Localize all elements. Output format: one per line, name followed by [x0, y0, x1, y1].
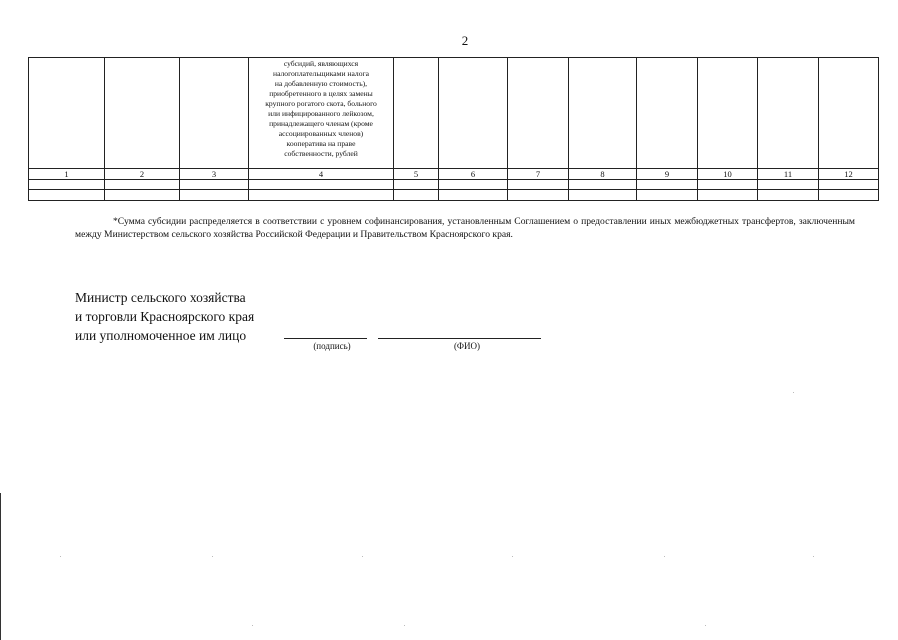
header-cell-9 [637, 58, 698, 169]
table-cell [180, 190, 249, 201]
scan-speck [212, 556, 213, 557]
header-cell-4 [249, 58, 394, 169]
scan-speck [793, 392, 794, 393]
header-line: ассоциированных членов) [278, 129, 364, 138]
column-number: 8 [569, 169, 637, 180]
header-line: приобретенного в целях замены [269, 89, 373, 98]
table-cell [637, 190, 698, 201]
table-cell [394, 180, 439, 190]
column-number: 2 [105, 169, 180, 180]
column-number: 4 [249, 169, 394, 180]
table-cell [758, 180, 819, 190]
table-cell [29, 180, 105, 190]
header-cell-8 [569, 58, 637, 169]
scan-speck [705, 625, 706, 626]
header-line: или инфицированного лейкозом, [268, 109, 374, 118]
footnote: *Сумма субсидии распределяется в соответствии с уровнем софинансирования, установленным Соглашением о предоставлении иных межбюджетных трансфертов, заключенным между Министерством сельского хозяйства Российской Федерации и Правительством Красноярского края. [75, 216, 855, 240]
data-table [28, 57, 879, 201]
column-number: 10 [698, 169, 758, 180]
table-cell [637, 180, 698, 190]
table-cell [180, 180, 249, 190]
signature-title-line: или уполномоченное им лицо [75, 328, 247, 343]
signature-title-line: и торговли Красноярского края [75, 309, 255, 324]
table-header-row [29, 58, 879, 169]
header-cell-11 [758, 58, 819, 169]
table-cell [105, 190, 180, 201]
header-line: на добавленную стоимость), [274, 79, 368, 88]
column-number: 12 [819, 169, 879, 180]
table-cell [439, 190, 508, 201]
column-number: 3 [180, 169, 249, 180]
name-line [378, 338, 541, 339]
table-cell [439, 180, 508, 190]
header-line: крупного рогатого скота, больного [265, 99, 377, 108]
table-cell [758, 190, 819, 201]
table-row [29, 180, 879, 190]
table-cell [105, 180, 180, 190]
table-cell [394, 190, 439, 201]
signature-line [284, 338, 367, 339]
header-cell-5 [394, 58, 439, 169]
column-number: 11 [758, 169, 819, 180]
column-number: 1 [29, 169, 105, 180]
table-row [29, 190, 879, 201]
scan-edge [0, 493, 1, 640]
table-cell [508, 190, 569, 201]
header-cell-12 [819, 58, 879, 169]
column-number: 9 [637, 169, 698, 180]
table-cell [698, 180, 758, 190]
table-cell [508, 180, 569, 190]
signature-block [75, 288, 254, 345]
scan-speck [252, 625, 253, 626]
header-cell-3 [180, 58, 249, 169]
table-cell [569, 190, 637, 201]
header-cell-10 [698, 58, 758, 169]
table-cell [569, 180, 637, 190]
header-cell-1 [29, 58, 105, 169]
table-cell [819, 180, 879, 190]
header-line: субсидий, являющихся [283, 59, 359, 68]
header-line: налогоплательщиками налога [273, 69, 369, 78]
table-cell [249, 190, 394, 201]
scan-speck [60, 556, 61, 557]
table-cell [698, 190, 758, 201]
header-line: принадлежащего членам (кроме [269, 119, 373, 128]
signature-title-line: Министр сельского хозяйства [75, 290, 246, 305]
column-number: 6 [439, 169, 508, 180]
scan-speck [664, 556, 665, 557]
table-cell [249, 180, 394, 190]
table-cell [819, 190, 879, 201]
scan-speck [813, 556, 814, 557]
column-number: 7 [508, 169, 569, 180]
page-number: 2 [461, 33, 469, 48]
scan-speck [362, 556, 363, 557]
signature-caption: (подпись) [313, 341, 351, 351]
header-cell-2 [105, 58, 180, 169]
scan-speck [404, 625, 405, 626]
header-cell-4-text [249, 58, 393, 159]
header-line: собственности, рублей [284, 149, 358, 158]
header-cell-6 [439, 58, 508, 169]
header-cell-7 [508, 58, 569, 169]
table-cell [29, 190, 105, 201]
header-line: кооператива на праве [286, 139, 356, 148]
scan-speck [512, 556, 513, 557]
column-number: 5 [394, 169, 439, 180]
name-caption: (ФИО) [453, 341, 481, 351]
column-number-row [29, 169, 879, 180]
